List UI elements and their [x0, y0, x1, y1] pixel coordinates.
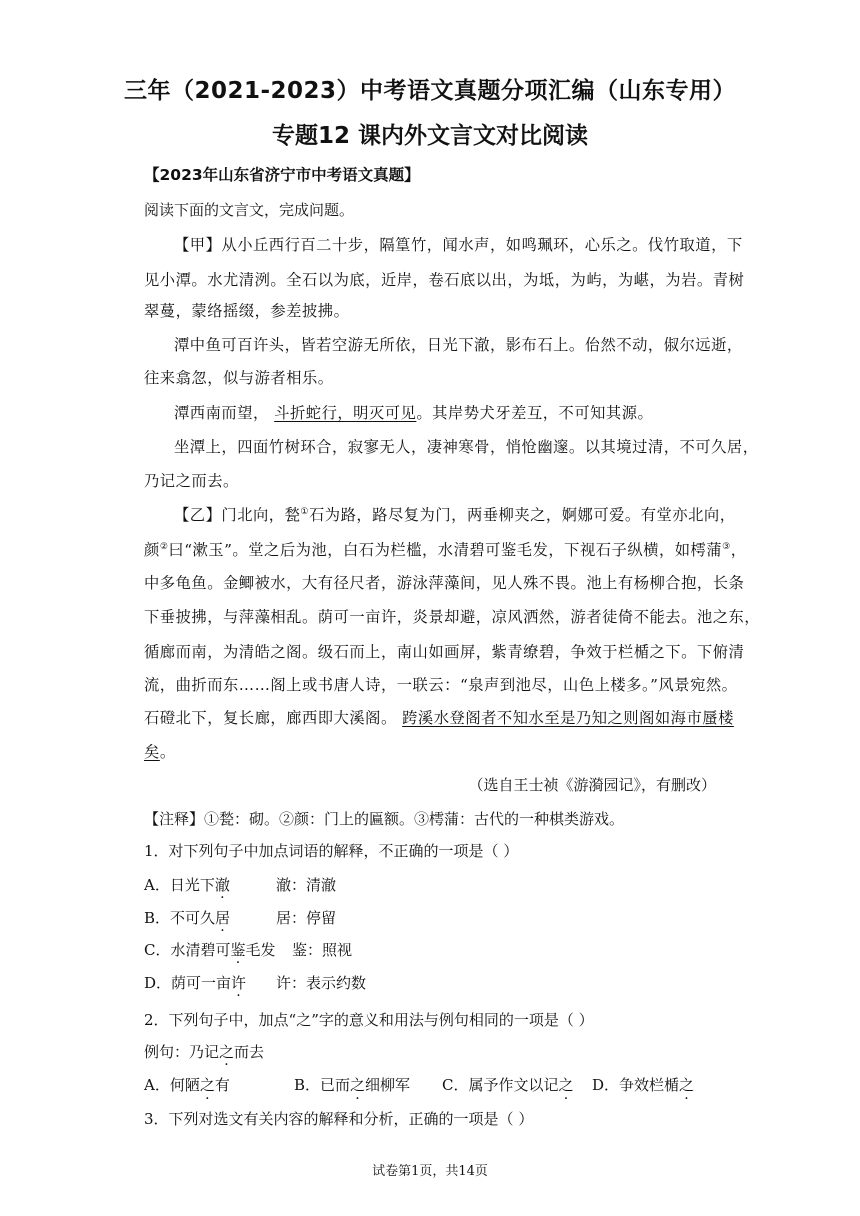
text-span: 颜	[144, 541, 160, 559]
passage-jia-line: 见小潭。水尤清洌。全石以为底，近岸，卷石底以出，为坻，为屿，为嵁，为岩。青树	[144, 271, 745, 289]
footnote-marker: ③	[722, 541, 731, 552]
underlined-sentence: 跨溪水登阁者不知水至是乃知之则阁如海市蜃楼	[402, 709, 734, 727]
text-span: D．荫可一亩	[144, 974, 232, 992]
text-span: 细柳军	[365, 1076, 411, 1094]
text-span: C．属予作文以记	[442, 1076, 559, 1094]
passage-yi-line: 中多龟鱼。金鲫被水，大有径尺者，游泳萍藻间，见人殊不畏。池上有杨柳合抱，长条	[144, 574, 745, 592]
option-gloss: 鉴：照视	[292, 941, 353, 959]
text-span: C．水清碧可	[144, 941, 231, 959]
text-span: 而去	[234, 1043, 265, 1061]
citation: （选自王士祯《游漪园记》，有删改）	[468, 776, 716, 794]
text-span: 。其岸势犬牙差互，不可知其源。	[416, 404, 654, 422]
passage-jia-line: 潭中鱼可百许头，皆若空游无所依，日光下澈，影布石上。佁然不动，俶尔远逝，	[174, 336, 743, 354]
option-gloss: 居：停留	[276, 909, 337, 927]
passage-jia-line: 翠蔓，蒙络摇缀，参差披拂。	[144, 302, 350, 320]
text-span: ，	[730, 541, 747, 559]
question-2-example	[144, 1041, 716, 1062]
text-span: 曰“漱玉”。堂之后为池，白石为栏槛，水清碧可鉴毛发，下视石子纵横，如樗蒲	[168, 541, 723, 559]
instruction: 阅读下面的文言文，完成问题。	[144, 201, 355, 219]
dotted-word: 之	[199, 1076, 215, 1094]
text-span: B．已而	[294, 1076, 351, 1094]
option-gloss: 许：表示约数	[276, 974, 367, 992]
dotted-word: 之	[219, 1043, 235, 1061]
underlined-sentence: 斗折蛇行，明灭可见	[274, 404, 417, 422]
question-2-stem: 2．下列句子中，加点“之”字的意义和用法与例句相同的一项是（ ）	[144, 1011, 594, 1029]
text-span: 【乙】门北向，甃	[174, 506, 301, 524]
passage-jia-line: 往来翕忽，似与游者相乐。	[144, 369, 334, 387]
underlined-sentence: 矣	[144, 743, 160, 761]
notes: 【注释】①甃：砌。②颜：门上的匾额。③樗蒲：古代的一种棋类游戏。	[144, 810, 625, 828]
option	[294, 1074, 442, 1095]
footnote-marker: ①	[300, 506, 309, 517]
text-span: 潭西南而望，	[174, 404, 269, 422]
passage-yi-line	[144, 503, 736, 525]
question-1-option	[144, 874, 716, 895]
text-span: 石磴北下，复长廊，廊西即大溪阁。	[144, 709, 403, 727]
option	[592, 1074, 694, 1095]
passage-jia-line: 乃记之而去。	[144, 472, 239, 490]
question-2-options	[144, 1074, 716, 1095]
passage-yi-line	[144, 740, 716, 762]
option	[144, 1074, 294, 1095]
text-span: 例句：乃记	[144, 1043, 220, 1061]
text-span: D．争效栏楯	[592, 1076, 680, 1094]
passage-jia-line: 【甲】从小丘西行百二十步，隔篁竹，闻水声，如鸣珮环，心乐之。伐竹取道，下	[174, 236, 743, 254]
document-title: 三年（2021-2023）中考语文真题分项汇编（山东专用）	[123, 78, 737, 104]
text-span: 毛发	[245, 941, 276, 959]
dotted-word: 之	[679, 1076, 695, 1094]
question-1-stem: 1．对下列句子中加点词语的解释，不正确的一项是（ ）	[144, 842, 519, 860]
question-1-option	[144, 972, 716, 993]
page-footer: 试卷第1页，共14页	[372, 1164, 488, 1179]
question-1-option	[144, 939, 716, 960]
source-heading: 【2023年山东省济宁市中考语文真题】	[144, 166, 420, 184]
dotted-word: 鉴	[230, 941, 246, 959]
passage-yi-line	[144, 706, 734, 728]
passage-jia-line	[144, 401, 716, 423]
text-span: A．日光下	[144, 876, 215, 894]
option	[442, 1074, 592, 1095]
passage-yi-line	[144, 538, 747, 560]
dotted-word: 澈	[214, 876, 230, 894]
dotted-word: 许	[231, 974, 247, 992]
dotted-word: 居	[215, 909, 231, 927]
document-subtitle: 专题12 课内外文言文对比阅读	[271, 123, 588, 149]
text-span: 。	[159, 743, 176, 761]
text-span: A．何陋	[144, 1076, 200, 1094]
passage-yi-line: 循廊而南，为清皓之阁。级石而上，南山如画屏，紫青缭碧，争效于栏楯之下。下俯清	[144, 643, 745, 661]
passage-yi-line: 流，曲折而东……阁上或书唐人诗，一联云：“泉声到池尽，山色上楼多。”风景宛然。	[144, 676, 738, 694]
passage-jia-line: 坐潭上，四面竹树环合，寂寥无人，凄神寒骨，悄怆幽邃。以其境过清，不可久居，	[174, 438, 759, 456]
footnote-marker: ②	[159, 541, 169, 552]
question-1-option	[144, 907, 716, 928]
dotted-word: 之	[350, 1076, 366, 1094]
text-span: 石为路，路尽复为门，两垂柳夹之，婀娜可爱。有堂亦北向，	[308, 506, 736, 524]
text-span: B．不可久	[144, 909, 216, 927]
option-gloss: 澈：清澈	[276, 876, 337, 894]
question-3-stem: 3．下列对选文有关内容的解释和分析，正确的一项是（ ）	[144, 1110, 534, 1128]
text-span: 有	[214, 1076, 230, 1094]
passage-yi-line: 下垂披拂，与萍藻相乱。荫可一亩许，炎景却避，凉风洒然，游者徒倚不能去。池之东，	[144, 608, 761, 626]
dotted-word: 之	[558, 1076, 574, 1094]
